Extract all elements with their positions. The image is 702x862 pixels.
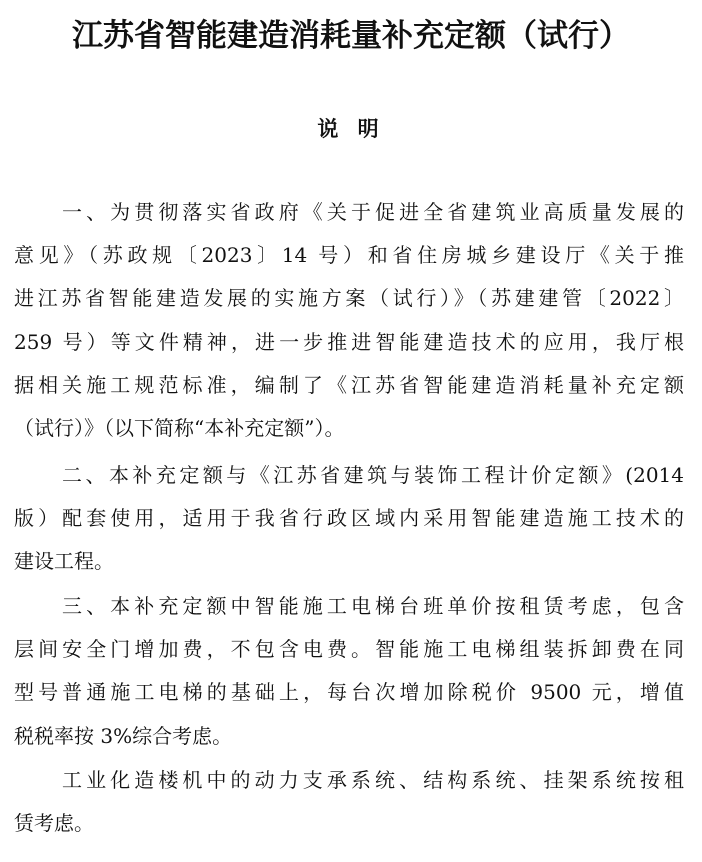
document-title: 江苏省智能建造消耗量补充定额（试行） (72, 18, 630, 54)
paragraph-line: （试行）》（以下简称“本补充定额”）。 (14, 415, 345, 440)
paragraph-line: 层间安全门增加费，不包含电费。智能施工电梯组装拆卸费在同 (14, 637, 684, 662)
paragraph-line: 工业化造楼机中的动力支承系统、结构系统、挂架系统按租 (62, 768, 684, 792)
paragraph-4 (0, 759, 702, 845)
paragraph-line: 税税率按 3%综合考虑。 (14, 723, 233, 748)
paragraph-line: 据相关施工规范标准，编制了《江苏省智能建造消耗量补充定额 (14, 372, 684, 397)
paragraph-line: 259 号）等文件精神，进一步推进智能建造技术的应用，我厅根 (14, 329, 684, 354)
paragraph-line: 赁考虑。 (14, 811, 94, 836)
paragraph-line: 建设工程。 (14, 549, 114, 574)
paragraph-line: 型号普通施工电梯的基础上，每台次增加除税价 9500 元，增值 (14, 680, 684, 705)
paragraph-3 (0, 585, 702, 758)
paragraph-line: 意见》（苏政规〔2023〕14 号）和省住房城乡建设厅《关于推 (14, 243, 684, 268)
section-heading: 说 明 (317, 116, 385, 141)
paragraph-line: 版）配套使用，适用于我省行政区域内采用智能建造施工技术的 (14, 506, 684, 531)
paragraph-line: 二、本补充定额与《江苏省建筑与装饰工程计价定额》(2014 (62, 463, 684, 487)
paragraph-2 (0, 454, 702, 584)
paragraph-line: 一、为贯彻落实省政府《关于促进全省建筑业高质量发展的 (62, 200, 684, 224)
paragraph-1 (0, 191, 702, 450)
paragraph-line: 进江苏省智能建造发展的实施方案（试行）》（苏建建管〔2022〕 (14, 286, 684, 311)
paragraph-line: 三、本补充定额中智能施工电梯台班单价按租赁考虑，包含 (62, 594, 684, 618)
